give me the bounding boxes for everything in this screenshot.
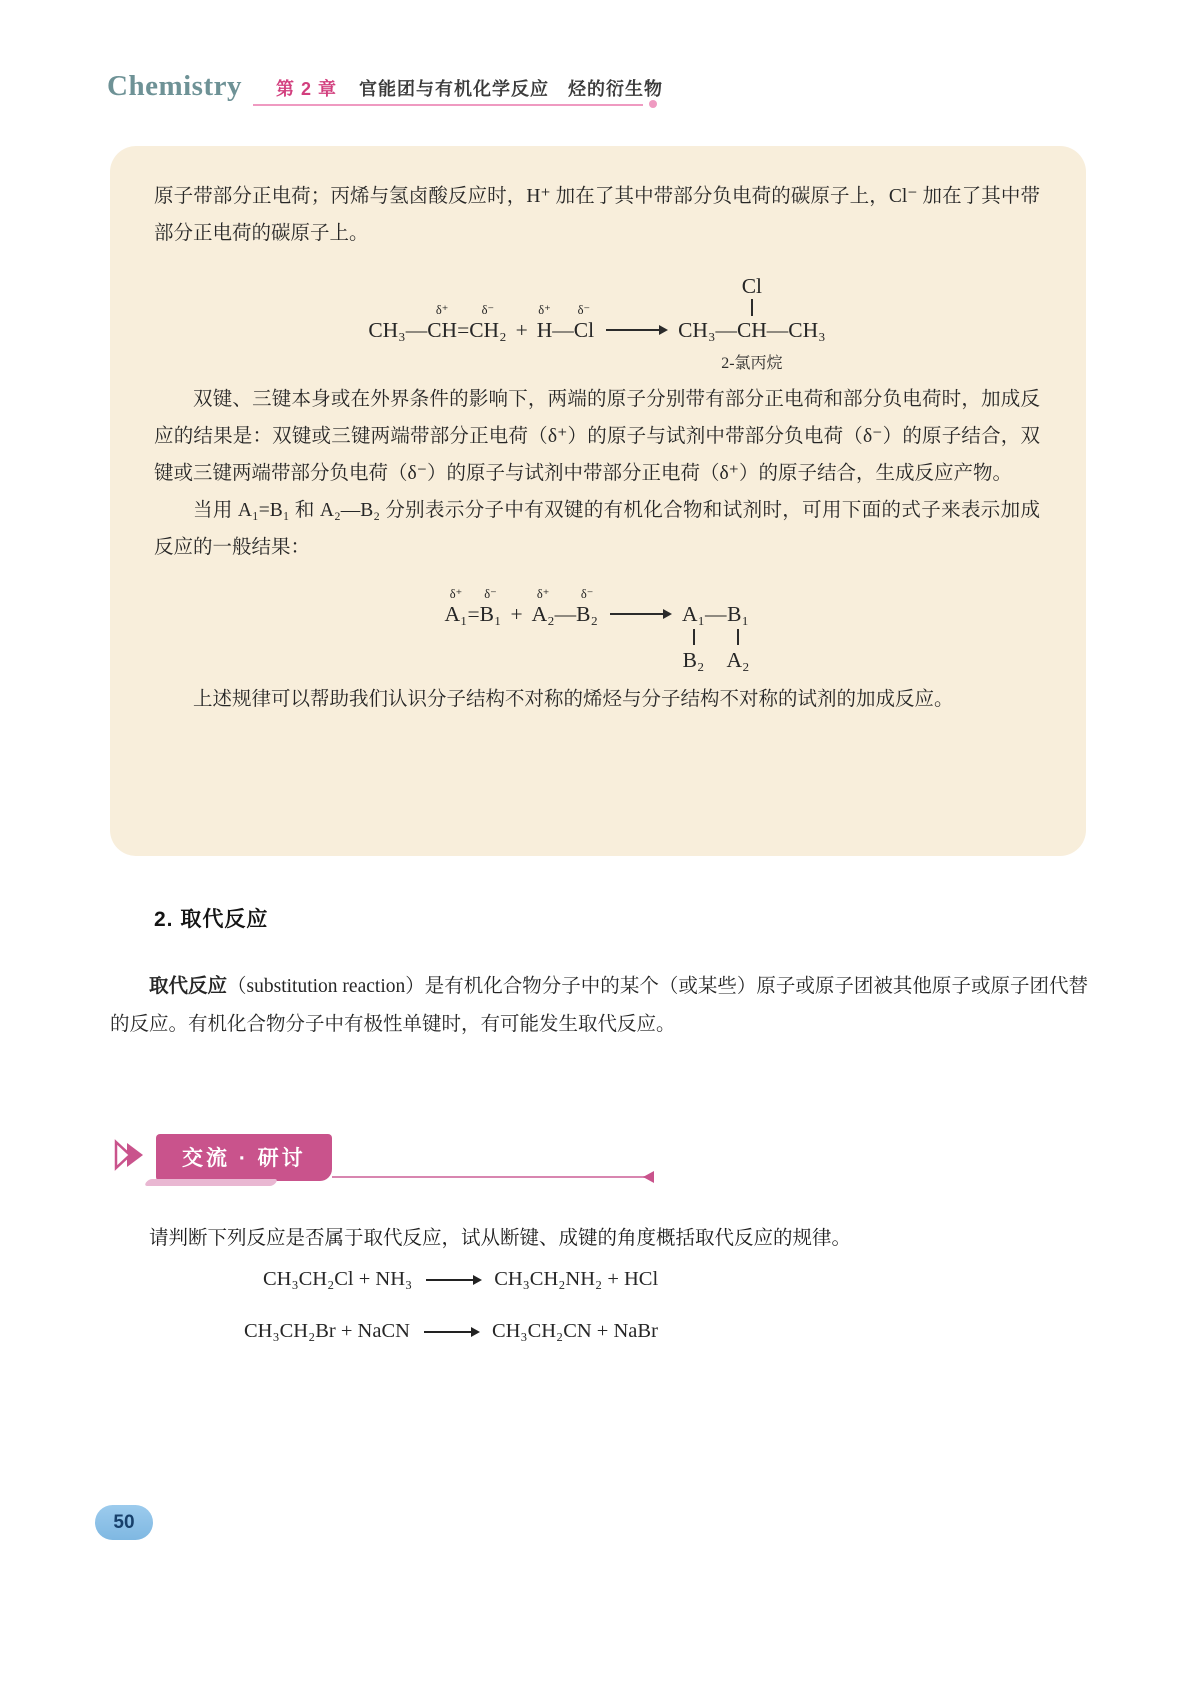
section-lead-term: 取代反应 [149, 975, 228, 997]
left-triangle-icon [643, 1171, 654, 1183]
right-arrow-icon [606, 329, 666, 331]
delta-minus-annotation: δ⁻ [481, 302, 495, 317]
page-header [107, 70, 1087, 103]
product-structure [678, 266, 826, 373]
fast-forward-icon [112, 1139, 150, 1171]
delta-plus-annotation: δ⁺ [435, 302, 449, 317]
right-arrow-icon [610, 613, 670, 615]
chapter-title: 官能团与有机化学反应 烃的衍生物 [359, 79, 663, 99]
header-underline [253, 104, 643, 106]
right-arrow-icon [426, 1279, 480, 1281]
activity-prompt: 请判断下列反应是否属于取代反应，试从断键、成键的角度概括取代反应的规律。 [149, 1227, 852, 1249]
single-bond: — [552, 318, 574, 343]
formula-token [469, 266, 506, 342]
section-body-text: （substitution reaction）是有机化合物分子中的某个（或某些）原子或原子团被其他原子或原子团代替的反应。有机化合物分子中有极性单键时，有可能发生取代反应。 [110, 975, 1088, 1035]
substituent-atom: Cl [741, 274, 763, 299]
delta-plus-annotation: δ⁺ [449, 586, 463, 601]
formula-token: A₁ [444, 602, 468, 627]
formula-token: Cl [573, 318, 595, 343]
page-number-badge [95, 1505, 153, 1540]
plus-sign [507, 266, 537, 342]
general-product-structure [682, 580, 750, 672]
banner-title: 交流 · 研讨 [182, 1147, 306, 1170]
formula-token [480, 580, 502, 626]
products: CH₃CH₂NH₂ + HCl [494, 1268, 659, 1290]
section-paragraph [110, 968, 1088, 1044]
plus-sign: + [515, 318, 528, 343]
formula-token: B₁ [479, 602, 502, 627]
formula-token [532, 580, 555, 626]
delta-minus-annotation: δ⁻ [577, 302, 591, 317]
bond-token [552, 266, 574, 342]
formula-token: CH [427, 318, 458, 343]
delta-minus-annotation: δ⁻ [580, 586, 594, 601]
formula-token: H [536, 318, 553, 343]
reactants: CH₃CH₂Cl + NH₃ [263, 1268, 413, 1290]
single-bond: — [554, 602, 577, 627]
panel-paragraph-1: 原子带部分正电荷；丙烯与氢卤酸反应时，H⁺ 加在了其中带部分负电荷的碳原子上，Cl⁻ 加在了其中带部分正电荷的碳原子上。 [154, 186, 1040, 245]
reactants: CH₃CH₂Br + NaCN [244, 1320, 410, 1342]
formula-token: B₂ [576, 602, 598, 627]
vertical-bond [693, 629, 695, 645]
formula-token: A₂ [726, 648, 750, 673]
formula-token [368, 266, 405, 342]
reaction-equation-2 [244, 1320, 658, 1343]
page-number: 50 [113, 1511, 135, 1533]
reaction-equation-1 [263, 1268, 658, 1291]
delta-plus-annotation: δ⁺ [538, 302, 551, 317]
plus-sign [501, 580, 531, 626]
formula-token: B₂ [682, 648, 705, 673]
content-panel [110, 146, 1086, 856]
vertical-bond [737, 629, 739, 645]
formula-token [427, 266, 457, 342]
formula-token: B₁ [727, 602, 749, 627]
delta-plus-annotation: δ⁺ [536, 586, 550, 601]
banner-title-box [156, 1134, 332, 1181]
single-bond: — [705, 602, 727, 627]
panel-paragraph-3: 当用 A₁=B₁ 和 A₂—B₂ 分别表示分子中有双键的有机化合物和试剂时，可用下面的式子来表示加成反应的一般结果： [154, 500, 1040, 559]
bond-token [406, 266, 428, 342]
activity-banner [112, 1134, 652, 1181]
bond-token [555, 580, 577, 626]
vertical-bond [751, 299, 753, 316]
formula-token [444, 580, 467, 626]
panel-paragraph-4: 上述规律可以帮助我们认识分子结构不对称的烯烃与分子结构不对称的试剂的加成反应。 [193, 688, 954, 710]
bond-token [457, 266, 469, 342]
formula-token [574, 266, 594, 342]
single-bond: — [405, 318, 428, 343]
delta-minus-annotation: δ⁻ [484, 586, 497, 601]
header-dot [649, 100, 657, 108]
reaction-arrow [598, 580, 682, 626]
product-formula: CH₃—CH—CH₃ [678, 318, 826, 343]
plus-sign: + [510, 602, 523, 627]
right-arrow-icon [424, 1331, 478, 1333]
double-bond: = [457, 318, 470, 343]
banner-rule [332, 1176, 652, 1178]
product-label: 2-氯丙烷 [721, 355, 783, 373]
reaction-arrow [594, 266, 678, 342]
formula-token [537, 266, 553, 342]
formula-token [576, 580, 598, 626]
addition-reaction-equation [368, 266, 825, 373]
panel-paragraph-2: 双键、三键本身或在外界条件的影响下，两端的原子分别带有部分正电荷和部分负电荷时，加成反应的结果是：双键或三键两端带部分正电荷（δ⁺）的原子与试剂中带部分负电荷（δ⁻）的原子结合，双键或三键两端带部分负电荷（δ⁻）的原子与试剂中带部分正电荷（δ⁺）的原子结合，生成反应产物。 [154, 389, 1040, 485]
section-heading: 2. 取代反应 [154, 908, 269, 931]
formula-token: CH₂ [469, 318, 507, 343]
bond-token [467, 580, 479, 626]
double-bond: = [467, 602, 480, 627]
formula-token: CH₃ [368, 318, 406, 343]
banner-flourish [144, 1179, 279, 1186]
general-addition-equation [444, 580, 749, 672]
formula-token: A₂ [531, 602, 555, 627]
brand-logo: Chemistry [107, 70, 242, 102]
chapter-badge: 第 2 章 [275, 79, 337, 99]
products: CH₃CH₂CN + NaBr [491, 1320, 658, 1342]
formula-token: A₁ [681, 602, 706, 627]
